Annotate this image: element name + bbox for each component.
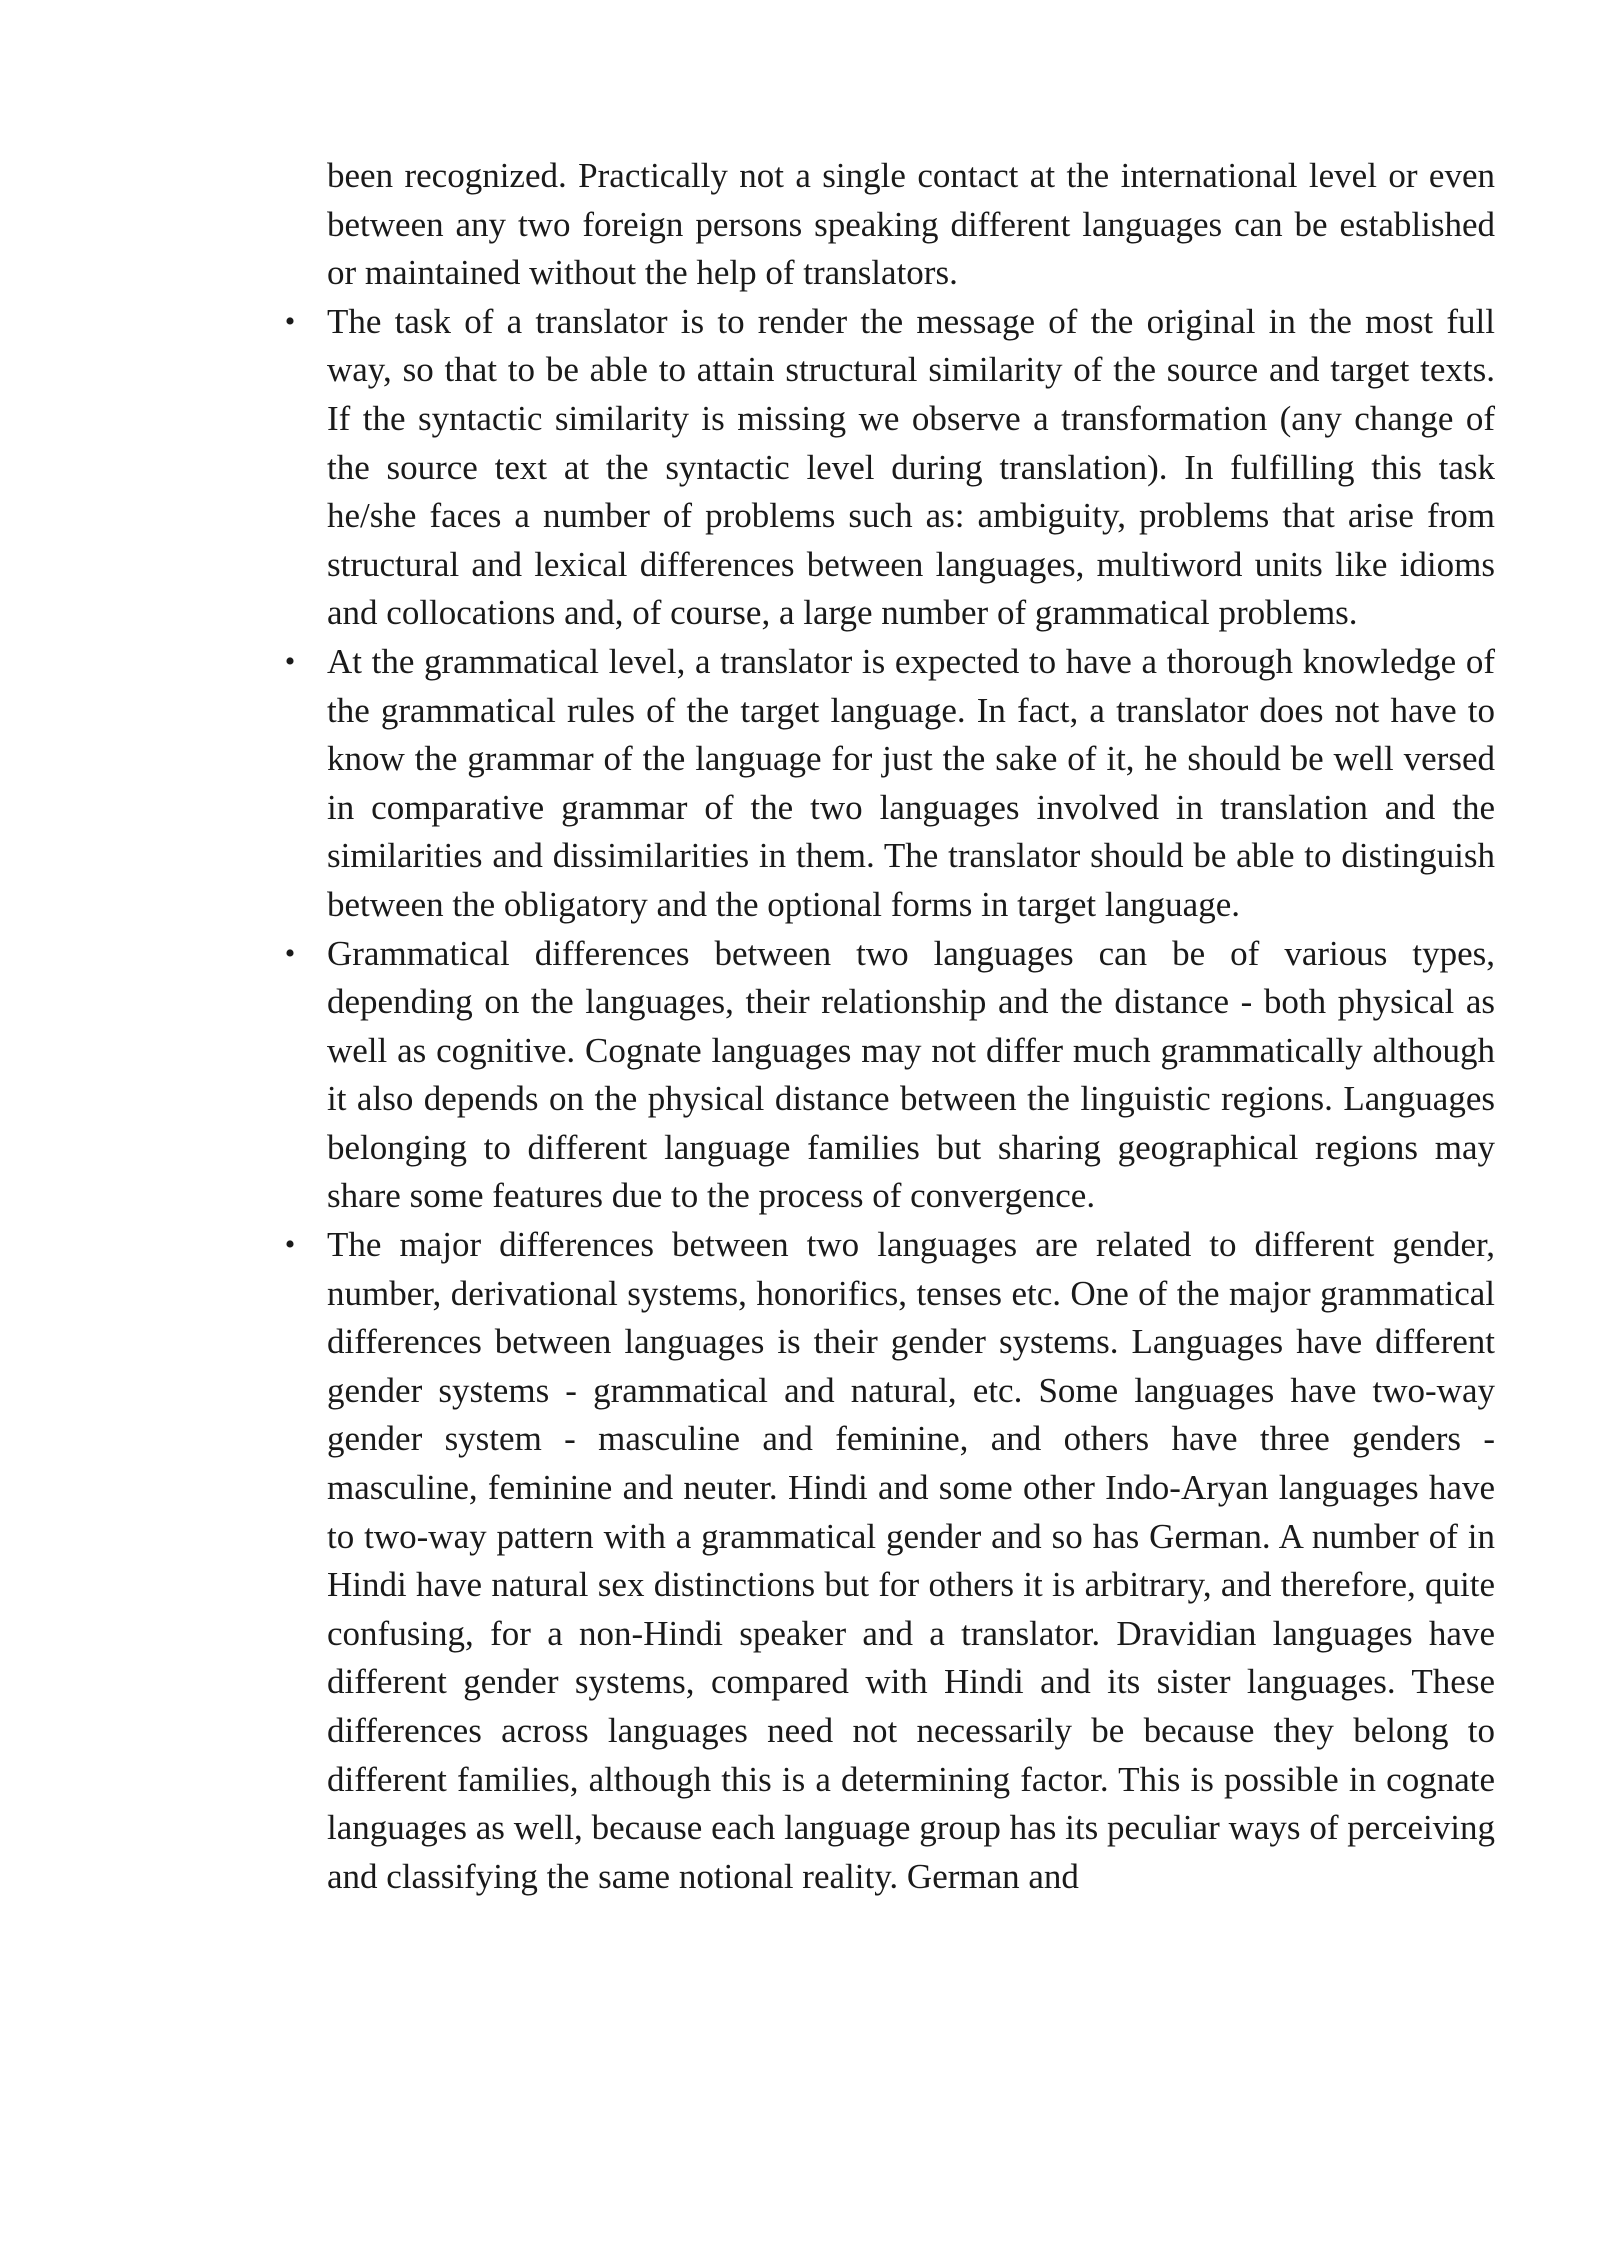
list-item bbox=[284, 638, 1495, 930]
list-item bbox=[284, 930, 1495, 1222]
bullet-icon: • bbox=[284, 1228, 296, 1262]
bullet-icon: • bbox=[284, 936, 296, 970]
list-item-text: The major differences between two languages are related to different gender, number, derivational systems, honorifics, tenses etc. One of the major grammatical differences between languages is their gender systems. Languages have different gender systems - grammatical and natural, etc. Some languages have two-way gender system - masculine and feminine, and others have three genders - masculine, feminine and neuter. Hindi and some other Indo-Aryan languages have to two-way pattern with a grammatical gender and so has German. A number of in Hindi have natural sex distinctions but for others it is arbitrary, and therefore, quite confusing, for a non-Hindi speaker and a translator. Dravidian languages have different gender systems, compared with Hindi and its sister languages. These differences across languages need not necessarily be because they belong to different families, although this is a determining factor. This is possible in cognate languages as well, because each language group has its peculiar ways of perceiving and classifying the same notional reality. German and bbox=[327, 1225, 1495, 1896]
list-item-text: The task of a translator is to render the message of the original in the most full way, so that to be able to attain structural similarity of the source and target texts. If the syntactic similarity is missing we observe a transformation (any change of the source text at the syntactic level during translation). In fulfilling this task he/she faces a number of problems such as: ambiguity, problems that arise from structural and lexical differences between languages, multiword units like idioms and collocations and, of course, a large number of grammatical problems. bbox=[327, 301, 1495, 633]
list-item-text: At the grammatical level, a translator is expected to have a thorough knowledge of the grammatical rules of the target language. In fact, a translator does not have to know the grammar of the language for just the sake of it, he should be well versed in comparative grammar of the two languages involved in translation and the similarities and dissimilarities in them. The translator should be able to distinguish between the obligatory and the optional forms in target language. bbox=[327, 641, 1495, 924]
list-item bbox=[284, 298, 1495, 638]
bullet-icon: • bbox=[284, 644, 296, 678]
bullet-icon: • bbox=[284, 304, 296, 338]
list-item bbox=[284, 1221, 1495, 1901]
document-page bbox=[284, 152, 1495, 1901]
bullet-list bbox=[284, 298, 1495, 1902]
continuation-paragraph: been recognized. Practically not a single contact at the international level or even between any two foreign persons speaking different languages can be established or maintained without the help of translators. bbox=[327, 156, 1495, 293]
list-item-text: Grammatical differences between two languages can be of various types, depending on the languages, their relationship and the distance - both physical as well as cognitive. Cognate languages may not differ much grammatically although it also depends on the physical distance between the linguistic regions. Languages belonging to different language families but sharing geographical regions may share some features due to the process of convergence. bbox=[327, 933, 1495, 1216]
